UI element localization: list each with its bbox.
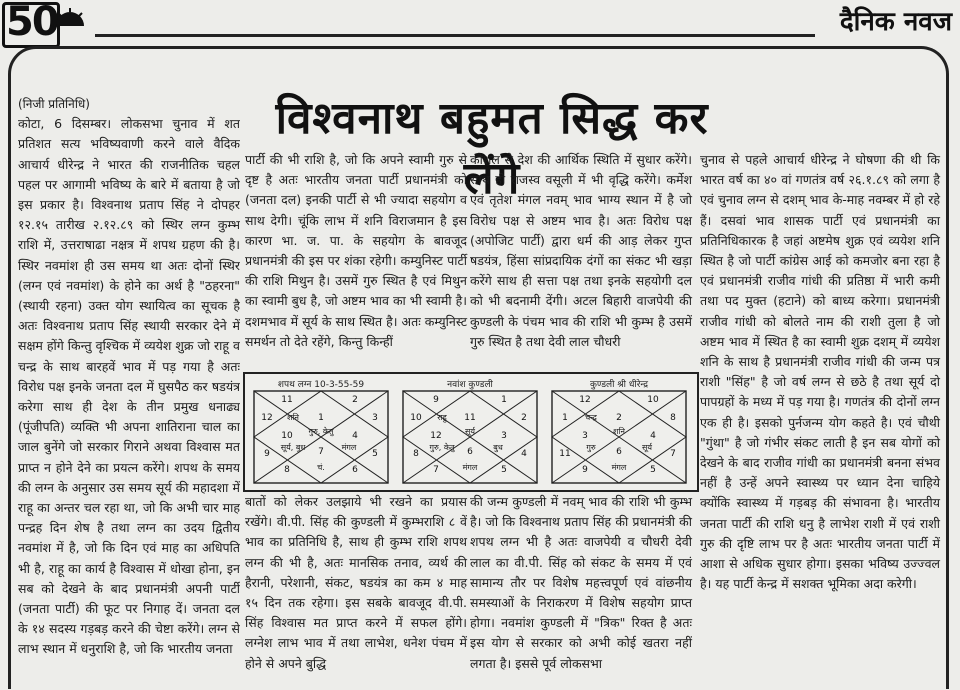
house-number: 6: [352, 465, 358, 475]
column-4: [700, 150, 940, 594]
planet-label: मंगल: [611, 463, 627, 472]
house-number: 8: [413, 449, 419, 459]
column-2-text: पार्टी की भी राशि है, जो कि अपने स्वामी गुरु से दृष्ट है अतः भारतीय जनता पार्टी प्रधानमंत्री को (जनता दल) इनकी पार्टी से भी ज्यादा सहयोग व साथ देगी। चूंकि लाभ में शनि विराजमान है इस कारण भा. ज. पा. के सहयोग के बावजूद प्रधानमंत्री की इस पर शंका रहेगी। कम्युनिस्ट पार्टी की राशि मिथुन है। उसमें गुरु स्थित है एवं मिथुन का स्वामी बुध है, जो अष्टम भाव का भी स्वामी है। दशमभाव में सूर्य के साथ स्थित है। अतः कम्युनिस्ट समर्थन तो देते रहेंगे, किन्तु किन्हीं: [245, 152, 467, 349]
column-3-text: कौशल से देश की आर्थिक स्थिति में सुधार करेंगे। साथ ही राजस्व वसूली में भी वृद्धि करेंगे। कर्मेश एवं तृतेश मंगल नवम् भाव भाग्य स्थान में है जो विरोध पक्ष से अष्टम भाव है। अतः विरोध पक्ष (अपोजिट पार्टी) द्वारा धर्म की आड़ लेकर गुप्त षडयंत्र, हिंसा सांप्रदायिक दंगों का संकट भी खड़ा करेंगे साथ ही सत्ता पक्ष तथा इनके सहयोगी दल को भी बदनामी देंगी। अटल बिहारी वाजपेयी की कुण्डली के पंचम भाव की राशि भी कुम्भ है उसमें गुरु स्थित है तथा देवी लाल चौधरी: [470, 152, 692, 349]
house-number: 6: [616, 447, 622, 457]
house-number: 9: [582, 465, 588, 475]
chart-2-diagram: [402, 390, 538, 484]
planet-label: सूर्य, बुध: [280, 443, 306, 452]
house-number: 11: [281, 395, 293, 405]
house-number: 8: [670, 413, 676, 423]
masthead: दैनिक नवज: [839, 7, 952, 37]
planet-label: चं.: [317, 463, 325, 472]
planet-label: शनि: [287, 413, 299, 422]
house-number: 10: [410, 413, 422, 423]
house-number: 10: [647, 395, 659, 405]
chart-1-caption: शपथ लग्न 10-3-55-59: [277, 380, 365, 390]
house-number: 1: [562, 413, 568, 423]
house-number: 12: [430, 431, 442, 441]
horoscope-chart-3: [549, 378, 689, 486]
planet-label: मंगल: [341, 443, 357, 452]
column-2-lower: [245, 492, 467, 674]
column-2-lower-text: बातों को लेकर उलझाये भी रखने का प्रयास रखेंगे। वी.पी. सिंह की कुण्डली में कुम्भराशि ८ वें भाव का प्रतिनिधि है, साथ ही कुम्भ राशि शपथ लग्न की भी है, अतः मानसिक तनाव, व्यर्थ की हैरानी, परेशानी, संकट, षडयंत्र का कम ४ माह १५ दिन तक रहेगा। इस सबके बावजूद वी.पी. सिंह विश्वास मत प्राप्त करने में सफल होंगे। लग्नेश लाभ भाव में तथा लाभेश, धनेश पंचम में होने से अपने बुद्धि: [245, 494, 467, 671]
horoscope-charts-box: [243, 372, 699, 492]
house-number: 11: [464, 413, 476, 423]
column-3-lower: [470, 492, 692, 674]
house-number: 7: [670, 449, 676, 459]
headline: विश्वनाथ बहुमत सिद्ध कर लेंगे: [275, 93, 709, 204]
planet-label: गुरु, केतु: [308, 427, 334, 436]
chart-3-diagram: [551, 390, 687, 484]
house-number: 4: [521, 449, 527, 459]
byline: (निजी प्रतिनिधि): [18, 97, 90, 111]
planet-label: बुध: [493, 443, 503, 452]
house-number: 3: [501, 431, 507, 441]
house-number: 5: [650, 465, 656, 475]
page-header: [0, 0, 960, 44]
house-number: 2: [616, 413, 622, 423]
planet-label: गुरु, केतु: [429, 443, 455, 452]
planet-label: मंगल: [462, 463, 478, 472]
header-rule: [95, 34, 815, 37]
chart-2-caption: नवांश कुण्डली: [447, 380, 493, 390]
house-number: 3: [372, 413, 378, 423]
house-number: 10: [281, 431, 293, 441]
house-number: 7: [318, 447, 324, 457]
house-number: 2: [352, 395, 358, 405]
house-number: 4: [650, 431, 656, 441]
planet-label: शनि: [613, 427, 625, 436]
horoscope-chart-2: [400, 378, 540, 486]
column-1-text: कोटा, 6 दिसम्बर। लोकसभा चुनाव में शत प्रतिशत सत्य भविष्यवाणी करने वाले वैदिक आचार्य धीरेन्द्र ने भारत की राजनीतिक चहल पहल पर आगामी भविष्य के बारे में बताया है जो इस प्रकार है। विश्वनाथ प्रताप सिंह ने दोपहर १२.१५ तारीख २.१२.८९ को स्थिर लग्न कुम्भ राशि में, उत्तराषाढा नक्षत्र में शपथ ग्रहण की है। स्थिर नवमांश ही उस समय था अतः दोनों स्थिर (लग्न एवं नवमांश) के होने का अर्थ है "ठहरना" (स्थायी रहना) उक्त योग स्थायित्व का सूचक है अतः विश्वनाथ प्रताप सिंह स्थायी सरकार देने में सक्षम होंगे किन्तु वृश्चिक में व्ययेश शुक्र जो राहू व चन्द्र के साथ बारहवें भाव में पड़ गया है अतः विरोध पक्ष इनके जनता दल में घुसपैठ कर षडयंत्र करेगा साथ ही देश के तीन प्रमुख धनाढ्य (पूंजीपति) व्यक्ति भी अपना शातिराना चाल का जाल बुनेंगे जो सरकार गिराने अथवा विश्वास मत प्राप्त न होने देने का प्रयत्न करेंगे। शपथ के समय की लग्न के अनुसार उस समय सूर्य की महादशा में राहू का अन्तर चल रहा था, जो कि अभी चार माह पन्द्रह दिन शेष है तथा लग्न का उदय द्वितीय नवमांश में है, जो कि दिन एवं माह का अधिपति भी है, राहू का कार्य है विश्वास में धोखा होना, इन सब को देखने के बाद प्रधानमंत्री अपनी पार्टी (जनता पार्टी) की फूट पर निगाह दें। जनता दल के १४ सदस्य गड़बड़ करने की चेष्टा करेंगे। लग्न से लाभ स्थान में धनुराशि है, जो कि भारतीय जनता: [18, 116, 240, 657]
planet-label: चन्द्र: [585, 413, 597, 422]
chart-1-diagram: [253, 390, 389, 484]
column-1: [18, 94, 240, 684]
house-number: 6: [467, 447, 473, 457]
chart-3-caption: कुण्डली श्री धीरेन्द्र: [590, 380, 648, 390]
house-number: 9: [264, 449, 270, 459]
house-number: 1: [318, 413, 324, 423]
house-number: 4: [352, 431, 358, 441]
house-number: 2: [521, 413, 527, 423]
house-number: 1: [501, 395, 507, 405]
house-number: 12: [261, 413, 273, 423]
column-3-lower-text: की जन्म कुण्डली में नवम् भाव की राशि भी कुम्भ है। जो कि विश्वनाथ प्रताप सिंह की प्रधानमंत्री की शपथ लग्न भी है अतः वाजपेयी व चौधरी देवी लाल का वी.पी. सिंह को संकट के समय में एवं सामान्य तौर पर विशेष महत्त्वपूर्ण एवं वांछनीय समस्याओं के निराकरण में विशेष सहयोग प्राप्त होगा। नवमांश कुण्डली में "त्रिक" रिक्त है अतः इस योग से सरकार को अभी कोई खतरा नहीं लगता है। इससे पूर्व लोकसभा: [470, 494, 692, 671]
column-2: [245, 150, 467, 352]
house-number: 8: [284, 465, 290, 475]
house-number: 7: [433, 465, 439, 475]
planet-label: गुरु: [586, 443, 596, 452]
column-3: [470, 150, 692, 352]
house-number: 11: [559, 449, 571, 459]
planet-label: सूर्य: [464, 427, 476, 436]
house-number: 9: [433, 395, 439, 405]
planet-label: राहु: [437, 413, 447, 422]
sun-logo-icon: [52, 8, 88, 30]
page-number: 50: [6, 0, 58, 45]
house-number: 12: [579, 395, 591, 405]
planet-label: सूर्य: [641, 443, 653, 452]
house-number: 3: [582, 431, 588, 441]
house-number: 5: [501, 465, 507, 475]
horoscope-chart-1: [251, 378, 391, 486]
house-number: 5: [372, 449, 378, 459]
column-4-text: चुनाव से पहले आचार्य धीरेन्द्र ने घोषणा की थी कि भारत वर्ष का ४० वां गणतंत्र वर्ष २६.१.८९ को लगा है एवं चुनाव लग्न से दशम् भाव के-माह नवम्बर में हो रहे हैं। दसवां भाव शासक पार्टी एवं प्रधानमंत्री का प्रतिनिधिकारक है जहां अष्टमेष शुक्र एवं व्ययेश शनि स्थित है जो पार्टी कांग्रेस आई को कमजोर बना रहा है एवं प्रधानमंत्री राजीव गांधी की प्रतिष्ठा में भारी कमी तथा पद मुक्त (हटाने) को बाध्य करेगा। प्रधानमंत्री राजीव गांधी को बोलते नाम की राशी तुला है जो अष्टम भाव में स्थित है का स्वामी शुक्र दशम् में व्ययेश शनि के साथ है प्रधानमंत्री राजीव गांधी की जन्म पत्र राशी "सिंह" है जो वर्ष लग्न से छठे है तथा सूर्य दो पापग्रहों के मध्य में पड़ गया है। गणतंत्र की दोनों लग्न एक ही है। इसको पुर्नजन्म योग कहते है। एवं चौथी "गुंथा" है जो गंभीर संकट लाती है इन सब योगों को देखने के बाद राजीव गांधी का प्रधानमंत्री बनना संभव नहीं है उन्हें अपने स्वास्थ्य पर ध्यान देना चाहिये क्योंकि स्वास्थ्य में गड़बड़ की संभावना है। भारतीय जनता पार्टी की राशि धनु है लाभेश राशी में एवं राशी गुरु की दृष्टि लाभ पर है अतः भारतीय जनता पार्टी में आशा से अधिक सुधार होगा। इसका भविष्य उज्ज्वल है। यह पार्टी केन्द्र में सशक्त भूमिका अदा करेगी।: [700, 152, 940, 592]
